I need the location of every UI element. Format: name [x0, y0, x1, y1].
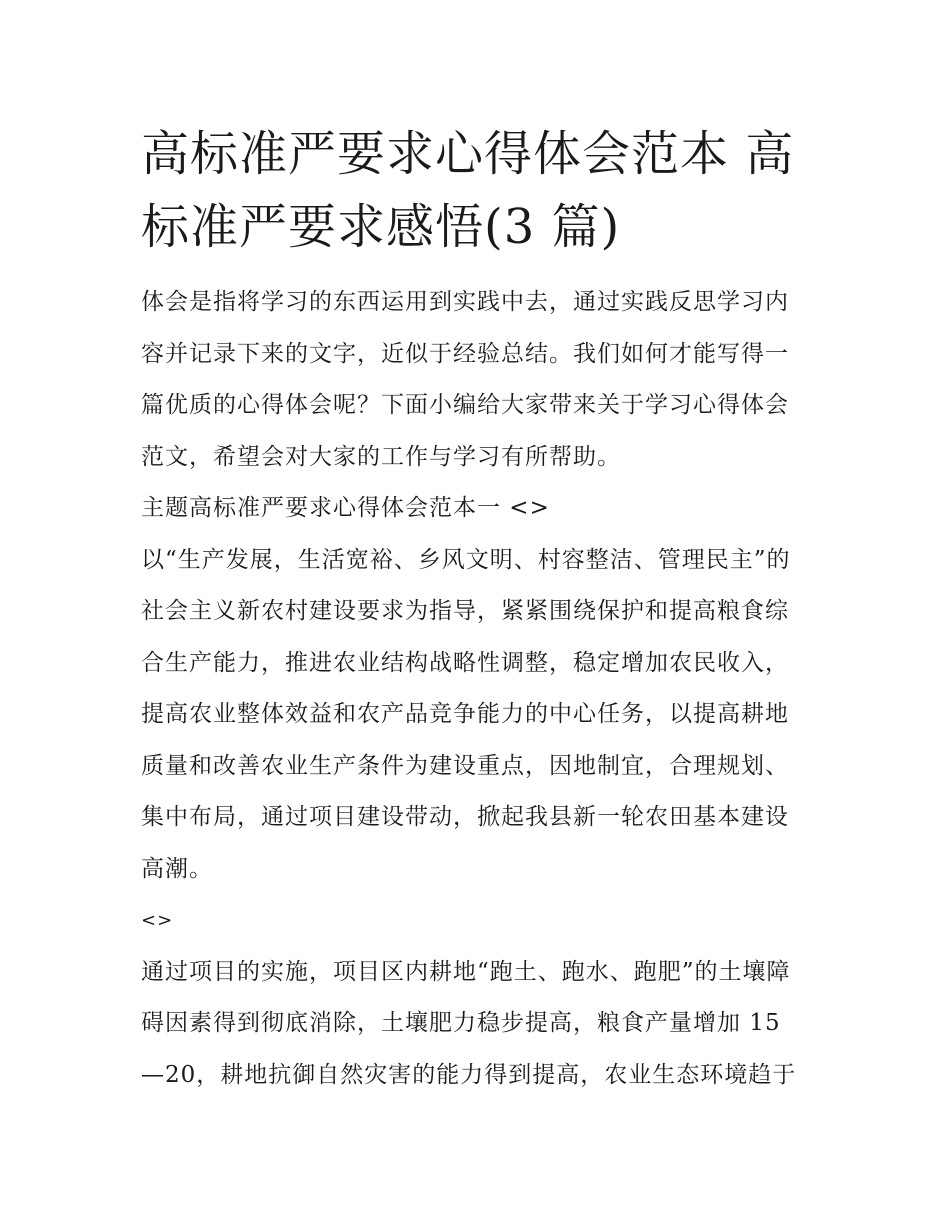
- para1-line-6: 集中布局，通过项目建设带动，掀起我县新一轮农田基本建设: [141, 804, 789, 830]
- section-heading-text: 主题高标准严要求心得体会范本一 <>: [141, 495, 550, 521]
- para2-line-1: 通过项目的实施，项目区内耕地“跑土、跑水、跑肥”的土壤障: [141, 958, 791, 985]
- title-line-1: 高标准严要求心得体会范本 高: [141, 126, 795, 182]
- document-page: [141, 118, 813, 1101]
- section-heading: [141, 483, 813, 535]
- intro-line-2: 容并记录下来的文字，近似于经验总结。我们如何才能写得一: [141, 340, 789, 367]
- para1-line-3: 合生产能力，推进农业结构战略性调整，稳定增加农民收入，: [141, 649, 789, 676]
- body-paragraph-1: [141, 535, 813, 896]
- intro-line-3: 篇优质的心得体会呢？下面小编给大家带来关于学习心得体会: [141, 392, 789, 418]
- para1-line-2: 社会主义新农村建设要求为指导，紧紧围绕保护和提高粮食综: [141, 598, 789, 624]
- para1-line-1: 以“生产发展，生活宽裕、乡风文明、村容整洁、管理民主”的: [141, 546, 791, 573]
- document-title: [141, 118, 813, 264]
- body-paragraph-2: [141, 947, 813, 1102]
- intro-paragraph: [141, 277, 813, 483]
- intro-line-1: 体会是指将学习的东西运用到实践中去，通过实践反思学习内: [141, 289, 789, 315]
- separator-text: <>: [141, 910, 174, 931]
- para1-line-5: 质量和改善农业生产条件为建设重点，因地制宜，合理规划、: [141, 752, 789, 779]
- para2-line-3: —20，耕地抗御自然灾害的能力得到提高，农业生态环境趋于: [141, 1061, 797, 1088]
- intro-line-4: 范文，希望会对大家的工作与学习有所帮助。: [141, 443, 621, 470]
- para1-line-4: 提高农业整体效益和农产品竞争能力的中心任务，以提高耕地: [141, 701, 789, 727]
- para2-line-2: 碍因素得到彻底消除，土壤肥力稳步提高，粮食产量增加 15: [141, 1010, 781, 1036]
- separator-line: [141, 895, 813, 947]
- para1-line-7: 高潮。: [141, 855, 213, 882]
- title-line-2: 标准严要求感悟(3 篇): [141, 199, 621, 255]
